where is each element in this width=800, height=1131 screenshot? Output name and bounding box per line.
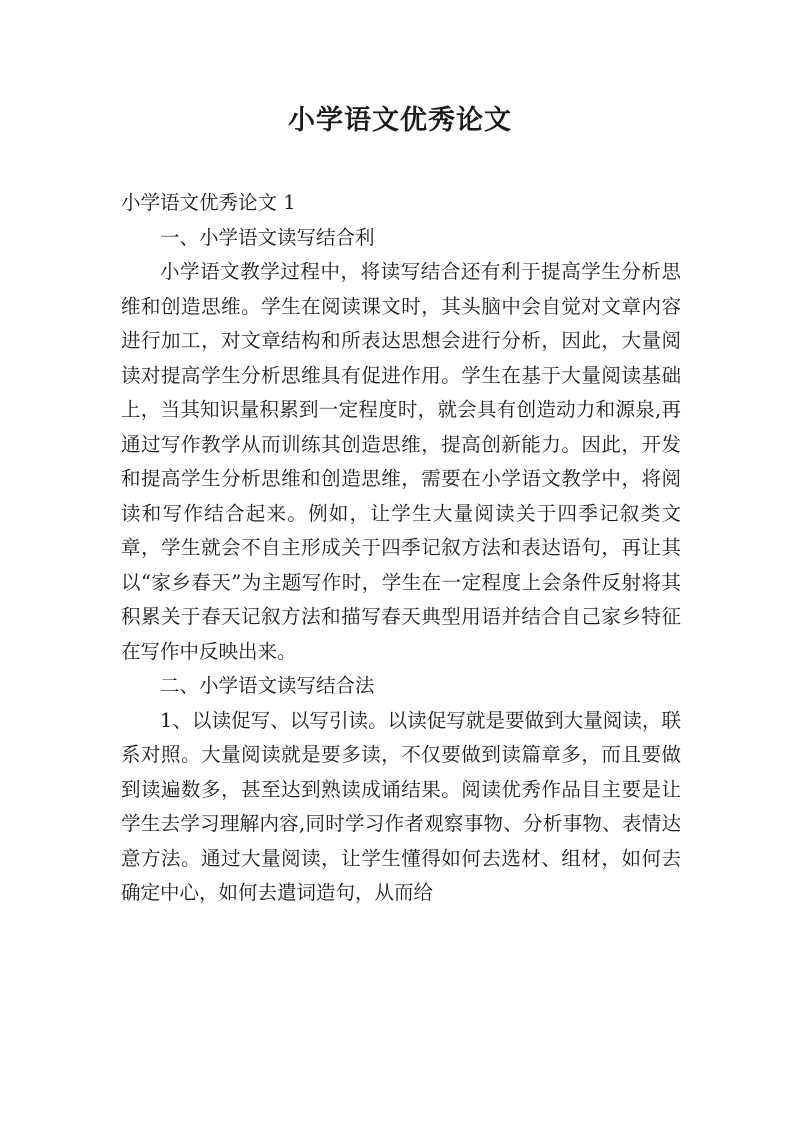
section-1-heading: 一、小学语文读写结合利 [160, 225, 375, 249]
section-2-paragraph: 1、以读促写、以写引读。以读促写就是要做到大量阅读，联系对照。大量阅读就是要多读，不仅要做到读篇章多，而且要做到读遍数多，甚至达到熟读成诵结果。阅读优秀作品目主要是让学生去学习理解内容,同时学习作者观察事物、分析事物、表情达意方法。通过大量阅读，让学生懂得如何去选材、组材，如何去确定中心，如何去遣词造句，从而给 [121, 708, 681, 904]
document-subtitle: 小学语文优秀论文 1 [121, 191, 296, 214]
document-title: 小学语文优秀论文 [288, 105, 512, 136]
section-2-heading: 二、小学语文读写结合法 [160, 674, 375, 697]
document-body [121, 186, 681, 911]
section-1-paragraph: 小学语文教学过程中，将读写结合还有利于提高学生分析思维和创造思维。学生在阅读课文时，其头脑中会自觉对文章内容进行加工，对文章结构和所表达思想会进行分析，因此，大量阅读对提高学生分析思维具有促进作用。学生在基于大量阅读基础上，当其知识量积累到一定程度时，就会具有创造动力和源泉,再通过写作教学从而训练其创造思维，提高创新能力。因此，开发和提高学生分析思维和创造思维，需要在小学语文教学中，将阅读和写作结合起来。例如，让学生大量阅读关于四季记叙类文章，学生就会不自主形成关于四季记叙方法和表达语句，再让其以“家乡春天”为主题写作时，学生在一定程度上会条件反射将其积累关于春天记叙方法和描写春天典型用语并结合自己家乡特征在写作中反映出来。 [121, 260, 681, 663]
